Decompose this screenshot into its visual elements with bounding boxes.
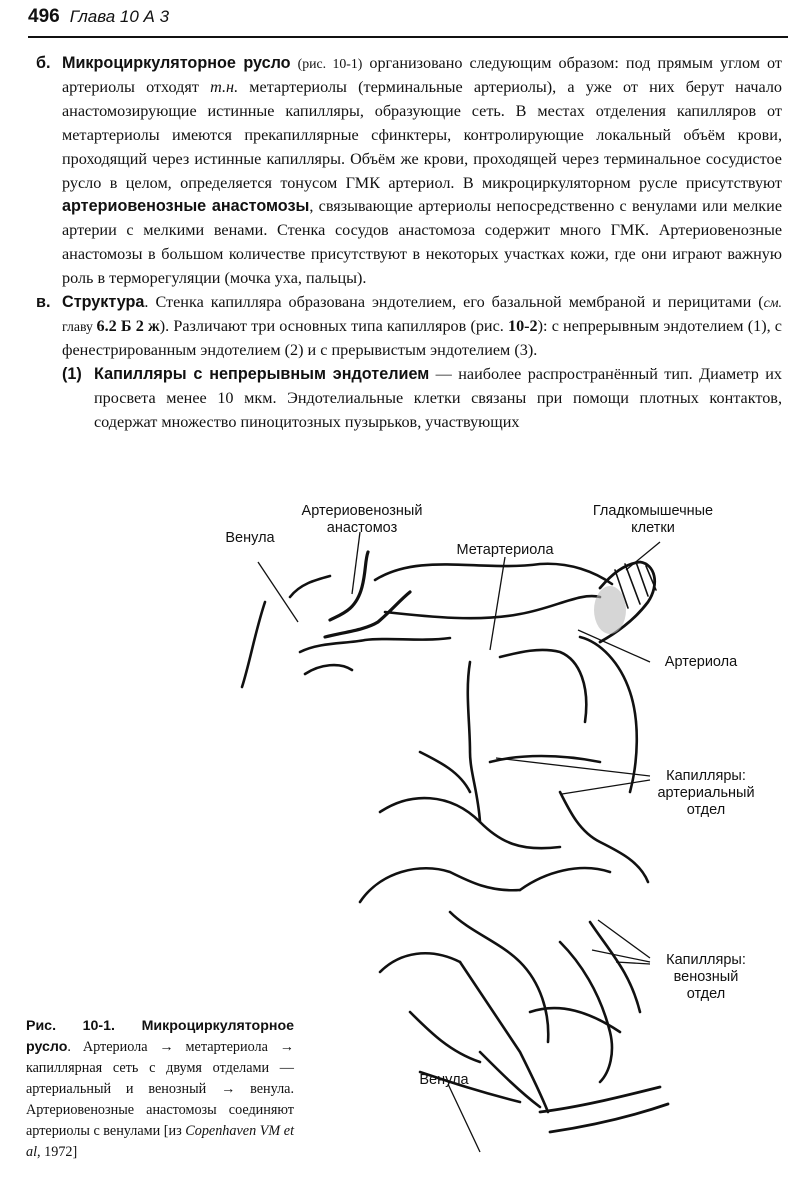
- page-number: 496: [28, 6, 60, 27]
- leader-metarteriole: [490, 557, 505, 650]
- see-ref: см.: [763, 295, 782, 311]
- paragraph-text: ). Различают три основных типа капилляров (рис.: [159, 316, 508, 335]
- capillary-network: [468, 662, 480, 822]
- label-smooth-muscle: [568, 503, 738, 537]
- label-cap-venous: [646, 952, 766, 1003]
- label-arteriole: Артериола: [664, 654, 738, 670]
- label-venule-bottom: Венула: [419, 1072, 469, 1088]
- caption-text: , 1972]: [37, 1144, 78, 1160]
- term-structure: Структура: [62, 293, 145, 312]
- paragraph-b: [36, 52, 783, 291]
- term-microcirculatory-bed: Микроциркуляторное русло: [62, 54, 291, 72]
- term-continuous-capillaries: Капилляры с непрерывным эндотелием: [94, 364, 430, 383]
- paragraph-v: [36, 291, 782, 363]
- label-line: артериальный: [657, 785, 755, 801]
- label-line: анастомоз: [326, 520, 398, 536]
- figure-caption: [26, 1016, 294, 1163]
- label-line: Артериовенозный: [301, 503, 423, 519]
- label-line: отдел: [686, 986, 726, 1002]
- paragraph-text: главу: [62, 318, 97, 334]
- paragraph-text: ): с непрерывным эндотелием (1), с фенестрированным эндотелием (2) и с прерывистым эндотелием (3).: [62, 316, 782, 359]
- label-line: клетки: [631, 520, 675, 536]
- list-marker-v1: (1): [62, 364, 82, 383]
- term-av-anastomoses: артериовенозные анастомозы: [62, 197, 310, 216]
- label-metarteriole: Метартериола: [456, 542, 554, 558]
- chapter-ref: 6.2 Б 2 ж: [96, 316, 160, 335]
- figure-ref: (рис. 10-1): [297, 56, 363, 71]
- list-marker-v: в.: [36, 293, 51, 312]
- label-line: венозный: [673, 969, 739, 985]
- paragraph-text: — наиболее распространённый тип. Диаметр их просвета менее 10 мкм. Эндотелиальные клетки связаны при помощи плотных контактов, содержат множество пиноцитозных пузырьков, участвующих: [94, 364, 782, 431]
- label-venule-top: Венула: [225, 530, 275, 546]
- paragraph-v1: [62, 363, 782, 435]
- paragraph-text: , связывающие артериолы непосредственно с венулами или мелкие артерии с мелкими венами. Стенка сосудов анастомоза содержит много ГМК. Артериовенозные анастомозы в большом количестве присутствуют в некоторых участках кожи, где они играют важную роль в терморегуляции (мочка уха, пальцы).: [62, 197, 782, 288]
- label-av-anastomosis: [262, 503, 462, 537]
- label-line: Капилляры:: [666, 952, 746, 968]
- label-line: Капилляры:: [666, 768, 746, 784]
- paragraph-text: . Стенка капилляра образована эндотелием, его базальной мембраной и перицитами (: [144, 293, 764, 312]
- metarteriole-wall: [375, 564, 612, 584]
- venule-top-wall: [242, 602, 265, 687]
- label-line: Гладкомышечные: [592, 503, 714, 519]
- venule-bottom-wall: [540, 1087, 660, 1112]
- abbrev: т.н.: [210, 77, 239, 96]
- figure-ref: 10-2: [507, 316, 538, 335]
- running-title: Глава 10 А 3: [69, 7, 170, 26]
- running-header: [28, 6, 788, 38]
- leader-venule-bottom: [448, 1084, 480, 1152]
- body-text: [36, 52, 783, 435]
- caption-text: . Артериола → метартериола → капиллярная сеть с двумя отделами — артериальный и венозный → венула. Артериовенозные анастомозы соединяют артериолы с венулами [из: [26, 1039, 294, 1139]
- caption-lead: Рис. 10-1. Микроциркуляторное русло: [26, 1018, 294, 1055]
- leader-cap-venous: [592, 920, 650, 964]
- caption-source: Copenhaven VM et al: [26, 1123, 295, 1160]
- leader-venule-top: [258, 562, 298, 622]
- header-rule: [28, 36, 788, 38]
- leader-smooth-muscle: [626, 542, 660, 570]
- list-marker-b: б.: [36, 54, 51, 72]
- av-anastomosis-wall: [330, 552, 368, 620]
- label-line: отдел: [686, 802, 726, 818]
- label-cap-arterial: [646, 768, 766, 819]
- leader-av-anastomosis: [352, 532, 360, 594]
- paragraph-text: метартериолы (терминальные артериолы), а уже от них берут начало анастомозирующие истинные капилляры, образующие сеть. В местах отделения капилляров от метартериолы имеются прекапиллярные сфинктеры, контролирующие локальный объём крови, проходящий через истинные капилляры. Объём же крови, проходящей через терминальное сосудистое русло в целом, определяется тонусом ГМК артериол. В микроциркуляторном русле присутствуют: [62, 77, 783, 192]
- leader-cap-arterial: [496, 758, 650, 794]
- paragraph-text: организовано следующим образом: под прямым углом от артериолы отходят: [62, 54, 782, 96]
